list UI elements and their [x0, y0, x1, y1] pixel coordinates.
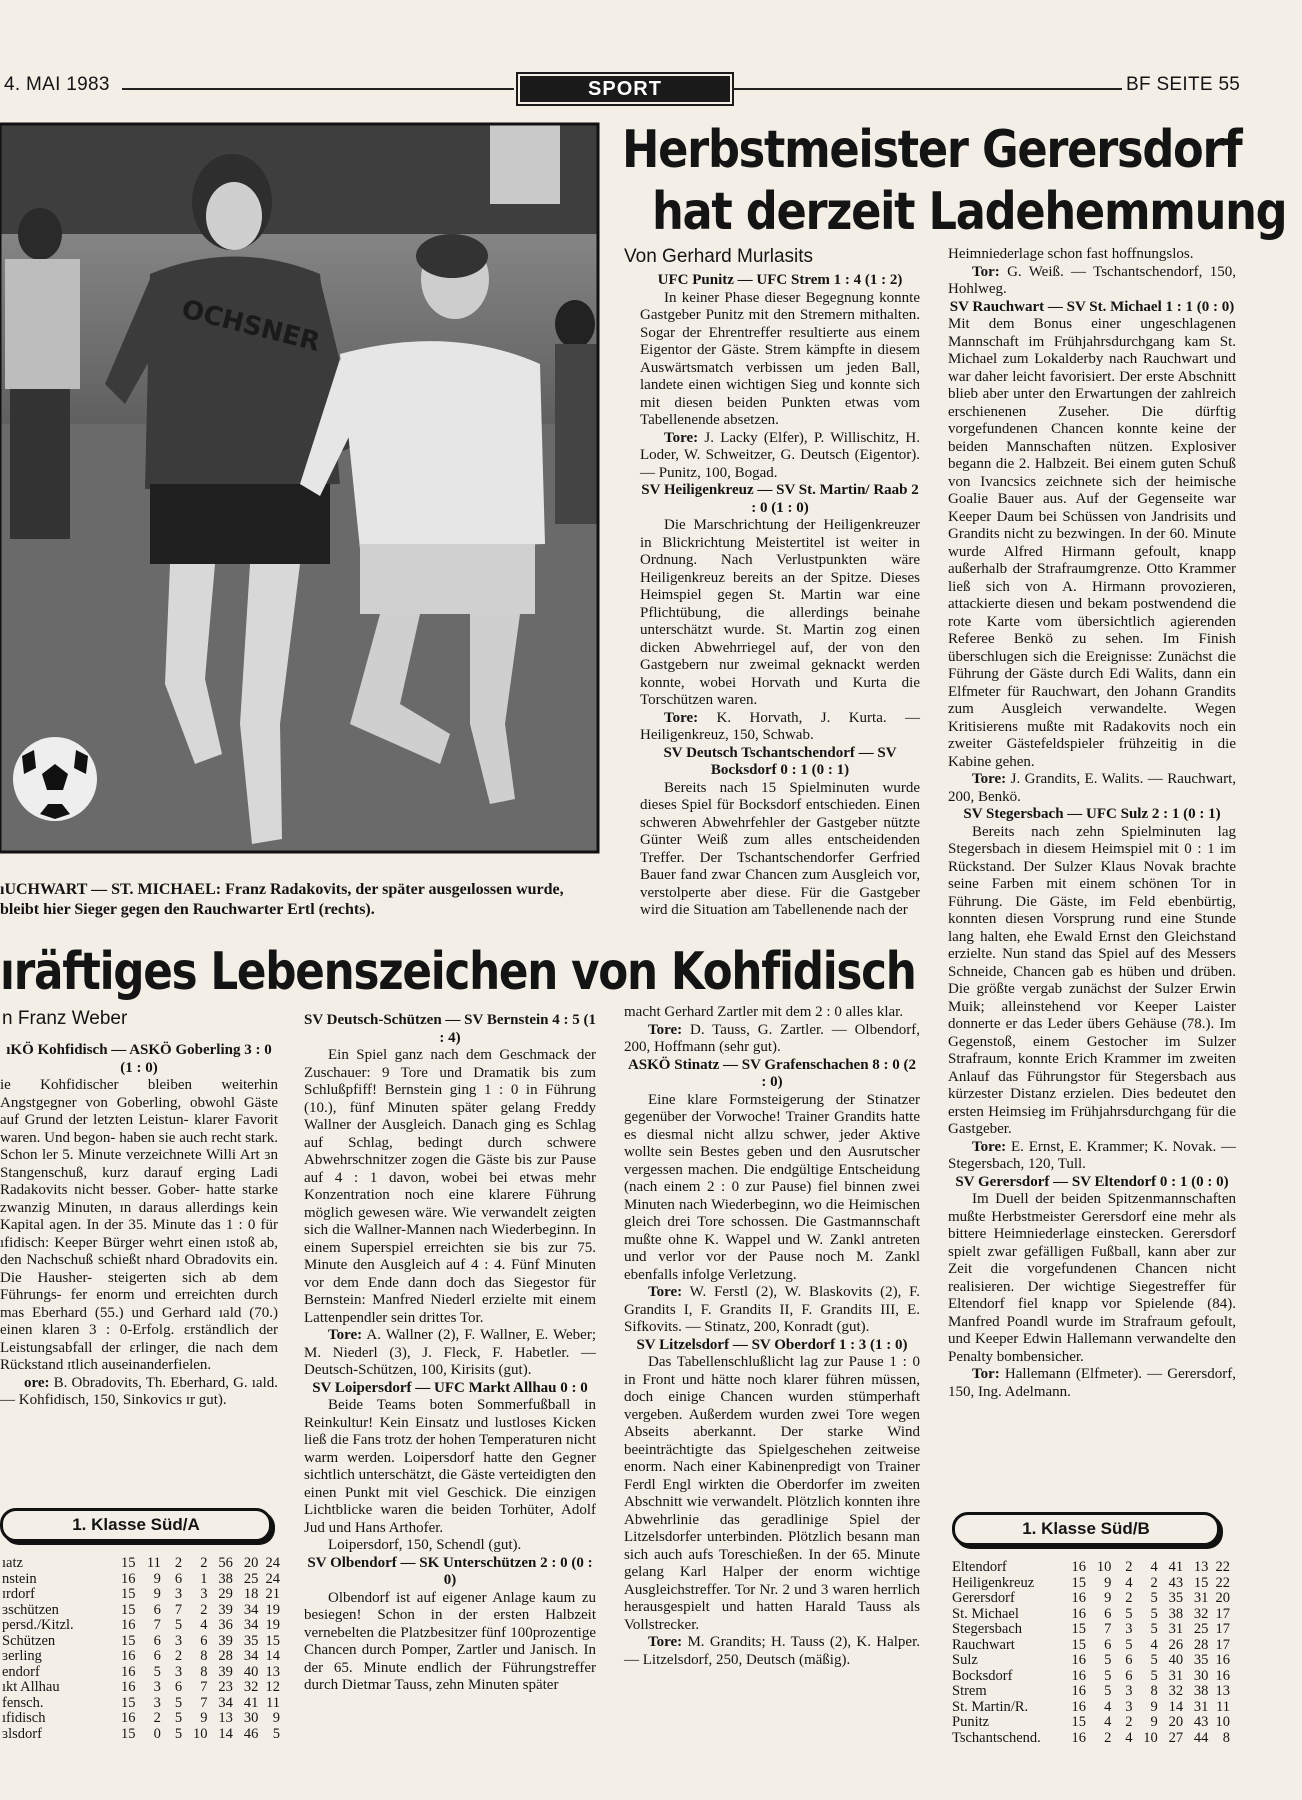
stat-cell: 6 — [174, 1570, 183, 1587]
article1-headline-line1: Herbstmeister Gerersdorf — [622, 120, 1242, 180]
stat-cell: 6 — [153, 1601, 161, 1618]
stat-cell: 35 — [1193, 1652, 1209, 1668]
stat-cell: 8 — [1222, 1729, 1230, 1746]
header-rule-right — [732, 88, 1122, 90]
stat-cell: 16 — [120, 1663, 136, 1680]
stat-cell: 15 — [1071, 1621, 1087, 1637]
stat-cell: 3 — [153, 1679, 161, 1695]
stat-cell: 46 — [243, 1725, 259, 1742]
stat-cell: 43 — [1168, 1574, 1184, 1591]
stat-cell: 34 — [243, 1648, 259, 1664]
stat-cell: 30 — [1193, 1667, 1209, 1684]
match-heading: SV Olbendorf — SK Unterschützen 2 : 0 (0 : 0) — [307, 1554, 593, 1588]
table-row — [2, 1665, 280, 1681]
stat-cell: 2 — [153, 1710, 161, 1726]
paragraph: Beide Teams boten Sommerfußball in Reinkultur! Kein Einsatz und lustloses Kicken ließ die Fans trotz der hohen Temperaturen nicht warm werden. Loipersdorf hatte den Gegner sichtlich unterschätzt, die Gäste verteidigten den einen Punkt mit viel Geschick. Die einzigen Lichtblicke waren die beiden Torhüter, Adolf Jud und Hans Arthofer. — [304, 1397, 596, 1536]
match-heading: SV Gerersdorf — SV Eltendorf 0 : 1 (0 : 0) — [955, 1173, 1229, 1190]
goal-label: Tore: — [972, 1138, 1007, 1155]
stat-cell: 1 — [200, 1570, 208, 1587]
stat-cell: 40 — [1168, 1652, 1184, 1668]
stat-cell: 31 — [1193, 1590, 1209, 1606]
stat-cell: 5 — [1150, 1667, 1158, 1684]
stat-cell: 5 — [174, 1694, 183, 1711]
goal-scorers: Tore: W. Ferstl (2), W. Blaskovits (2), F. Grandits I, F. Grandits II, F. Grandits III, E. Sifkovits. — Stinatz, 200, Konradt (gut). — [624, 1284, 920, 1335]
stat-cell: 10 — [1143, 1729, 1158, 1746]
team-name: Punitz — [952, 1714, 990, 1730]
paragraph: macht Gerhard Zartler mit dem 2 : 0 alles klar. — [624, 1004, 904, 1020]
section-label: SPORT — [516, 72, 734, 106]
header-rule-left — [122, 88, 514, 90]
stat-cell: 34 — [243, 1617, 259, 1633]
table-a-standings — [2, 1556, 280, 1742]
stat-cell: 23 — [218, 1679, 233, 1695]
stat-cell: 3 — [200, 1586, 208, 1602]
stat-cell: 15 — [1071, 1574, 1087, 1591]
stat-cell: 16 — [1071, 1605, 1087, 1622]
table-row — [2, 1711, 280, 1727]
stat-cell: 30 — [243, 1710, 259, 1726]
stat-cell: 5 — [272, 1725, 280, 1742]
stat-cell: 2 — [174, 1555, 183, 1571]
match-heading: UFC Punitz — UFC Strem 1 : 4 (1 : 2) — [657, 272, 903, 288]
goal-label: ore: — [24, 1374, 50, 1391]
stat-cell: 28 — [218, 1648, 233, 1664]
stat-cell: 16 — [1071, 1590, 1087, 1606]
stat-cell: 15 — [265, 1632, 280, 1649]
stat-cell: 5 — [174, 1710, 183, 1726]
stat-cell: 9 — [200, 1710, 208, 1726]
stat-cell: 38 — [1193, 1683, 1209, 1699]
stat-cell: 40 — [243, 1663, 259, 1680]
stat-cell: 4 — [1150, 1559, 1158, 1575]
stat-cell: 4 — [1150, 1636, 1158, 1653]
stat-cell: 15 — [1193, 1574, 1209, 1591]
stat-cell: 14 — [265, 1648, 280, 1664]
stat-cell: 31 — [1168, 1667, 1184, 1684]
goal-label: Tore: — [972, 771, 1007, 787]
article2-byline: n Franz Weber — [2, 1008, 128, 1029]
paragraph: Loipersdorf, 150, Schendl (gut). — [328, 1537, 522, 1553]
team-name: persd./Kitzl. — [2, 1617, 74, 1633]
table-row — [2, 1680, 280, 1696]
stat-cell: 43 — [1193, 1714, 1209, 1730]
stat-cell: 22 — [1215, 1574, 1230, 1591]
paragraph: Ein Spiel ganz nach dem Geschmack der Zuschauer: 9 Tore und Dramatik bis zum Schlußpfiff! Bernstein ging 1 : 0 in Führung (10.), fünf Minuten später gelang Freddy Wallner der Ausgleich. Danach ging es Schlag auf Schlag, bedingt durch schwere Abwehrschnitzer zogen die Gäste bis zur Pause auf 4 : 1 davon, wobei bei etwas mehr Konzentration noch eine klarere Führung möglich gewesen wäre. Wie verwandelt zeigten sich die Wallner-Mannen nach Wiederbeginn. In einem Superspiel erreichten sie bis zur 75. Minute den Ausgleich auf 4 : 4. Fünf Minuten vor dem Ende dann doch das Siegestor für Bernstein: Manfred Niederl erzielte mit einem Lattenpendler sein drittes Tor. — [304, 1047, 596, 1326]
stat-cell: 29 — [218, 1586, 233, 1602]
stat-cell: 16 — [120, 1679, 136, 1695]
team-name: ɜlsdorf — [2, 1725, 42, 1742]
match-photo-illustration — [0, 124, 598, 852]
stat-cell: 13 — [265, 1663, 280, 1680]
team-name: ıkt Allhau — [2, 1679, 60, 1695]
table-row — [2, 1696, 280, 1712]
goal-label: Tore: — [328, 1327, 363, 1343]
team-name: Stegersbach — [952, 1621, 1023, 1637]
stat-cell: 3 — [153, 1694, 161, 1711]
goal-scorers: Tor: Hallemann (Elfmeter). — Gerersdorf, 150, Ing. Adelmann. — [948, 1366, 1236, 1400]
paragraph: Im Duell der beiden Spitzenmannschaften mußte Herbstmeister Gerersdorf eine mehr als bittere Heimniederlage einstecken. Gerersdorf spielt zwar gefälligen Fußball, kann aber zur Zeit die vorgefundenen Chancen nicht realisieren. Der wichtige Siegestreffer für Eltendorf fiel knapp vor Spielende (84). Manfred Poandl wurde im Strafraum gefoult, und Keeper Edwin Hallemann verwandelte den Penalty bombensicher. — [948, 1191, 1236, 1365]
table-a-title: 1. Klasse Süd/A — [0, 1508, 272, 1542]
stat-cell: 39 — [218, 1632, 233, 1649]
paragraph: Eine klare Formsteigerung der Stinatzer gegenüber der Vorwoche! Trainer Grandits hatte es diesmal nicht allzu schwer, jeder Aktive wollte sein Bestes geben und den Ausrutscher vergessen machen. Die endgültige Entscheidung (nach einem 2 : 0 zur Pause) fiel binnen zwei Minuten nach Wiederbeginn, wo die Heimischen gleich drei Tore schossen. Die Gastmannschaft mußte ohne K. Wappel und W. Zankl antreten und verlor vor der Pause noch M. Zankl ebenfalls infolge Verletzung. — [624, 1091, 920, 1283]
table-row — [952, 1669, 1230, 1685]
stat-cell: 10 — [1215, 1714, 1230, 1730]
table-row — [952, 1576, 1230, 1592]
jersey-text: OCHSNER — [178, 294, 323, 358]
article2-headline: ıräftiges Lebenszeichen von Kohfidisch — [0, 942, 916, 1002]
stat-cell: 22 — [1215, 1559, 1230, 1575]
stat-cell: 20 — [1168, 1714, 1184, 1730]
goal-label: Tor: — [972, 1366, 1000, 1382]
stat-cell: 28 — [1193, 1636, 1209, 1653]
goal-scorers: ore: B. Obradovits, Th. Eberhard, G. ıald. — Kohfidisch, 150, Sinkovics ɪr gut). — [0, 1374, 278, 1408]
team-name: Bocksdorf — [952, 1667, 1013, 1684]
stat-cell: 9 — [1104, 1574, 1112, 1591]
stat-cell: 7 — [153, 1617, 161, 1633]
stat-cell: 41 — [243, 1694, 259, 1711]
match-heading: SV Stegersbach — UFC Sulz 2 : 1 (0 : 1) — [963, 806, 1221, 822]
stat-cell: 56 — [218, 1555, 233, 1571]
team-name: Gerersdorf — [952, 1590, 1015, 1606]
stat-cell: 9 — [1150, 1698, 1158, 1715]
stat-cell: 24 — [265, 1570, 280, 1587]
table-row — [952, 1638, 1230, 1654]
stat-cell: 5 — [1150, 1621, 1158, 1637]
match-heading: SV Rauchwart — SV St. Michael 1 : 1 (0 : 0) — [949, 298, 1235, 315]
match-heading: SV Deutsch-Schützen — SV Bernstein 4 : 5 (1 : 4) — [304, 1012, 596, 1046]
stat-cell: 6 — [174, 1679, 183, 1695]
stat-cell: 2 — [1125, 1559, 1133, 1575]
goal-scorers: Tore: D. Tauss, G. Zartler. — Olbendorf, 200, Hoffmann (sehr gut). — [624, 1021, 920, 1055]
team-name: ɪrdorf — [2, 1586, 36, 1602]
team-name: Tschantschend. — [952, 1729, 1041, 1746]
team-name: Heiligenkreuz — [952, 1574, 1035, 1591]
stat-cell: 11 — [1216, 1698, 1230, 1715]
match-heading: SV Deutsch Tschantschendorf — SV Bocksdorf 0 : 1 (0 : 1) — [663, 744, 897, 778]
table-b-standings — [952, 1560, 1230, 1746]
team-name: ɜerling — [2, 1648, 42, 1664]
paragraph: Mit dem Bonus einer ungeschlagenen Mannschaft im Frühjahrsdurchgang kam St. Michael zum Lokalderby nach Rauchwart und war daher leicht favorisiert. Der erste Abschnitt blieb aber unter den Erwartungen der zahlreich erschienenen Zuseher. Die dürftig vorgefundenen Chancen konnte keine der beiden Mannschaften nützen. Explosiver begann die 2. Halbzeit. Bei einem guten Schuß von Ivancsics zeichnete sich der heimische Goalie Bauer aus. Auf der Gegenseite war Keeper Daum bei Schüssen von Jandrisits und Grandits nicht zu bezwingen. In der 60. Minute wurde Alfred Hirmann gefoult, knapp außerhalb der Strafraumgrenze. Otto Krammer ließ sich von A. Hirmann provozieren, attackierte diesen und bekam postwendend die rote Karte vom übersichtlich agierenden Referee Benkö zu sehen. Im Finish überschlugen sich die Ereignisse: Zunächst die Führung der Gäste durch Edi Walits, dann ein Elfmeter für Rauchwart, den Johann Grandits zum Ausgleich verwandelte. Wegen Kritisierens mußte mit Radakovits noch ein zweiter Gästefeldspieler frühzeitig in die Kabine gehen. — [948, 316, 1236, 770]
stat-cell: 20 — [243, 1555, 259, 1571]
stat-cell: 8 — [200, 1648, 208, 1664]
article2-column-1 — [0, 1042, 278, 1484]
stat-cell: 12 — [265, 1679, 280, 1695]
table-row — [952, 1653, 1230, 1669]
table-row — [952, 1622, 1230, 1638]
goal-scorers: Tore: J. Grandits, E. Walits. — Rauchwart, 200, Benkö. — [948, 771, 1236, 805]
article1-headline-line2: hat derzeit Ladehemmung — [652, 182, 1287, 242]
photo-caption: ıUCHWART — ST. MICHAEL: Franz Radakovits, der später ausgeılossen wurde, bleibt hier Sieger gegen den Rauchwarter Ertl (rechts). — [0, 881, 564, 918]
stat-cell: 15 — [120, 1555, 136, 1571]
stat-cell: 8 — [200, 1663, 208, 1680]
stat-cell: 7 — [1104, 1621, 1112, 1637]
team-name: Eltendorf — [952, 1559, 1007, 1575]
stat-cell: 16 — [1071, 1667, 1087, 1684]
goal-label: Tore: — [648, 1021, 683, 1038]
table-row — [952, 1560, 1230, 1576]
table-b-title: 1. Klasse Süd/B — [952, 1512, 1220, 1546]
stat-cell: 7 — [174, 1601, 183, 1618]
team-name: Schützen — [2, 1632, 56, 1649]
stat-cell: 5 — [1104, 1652, 1112, 1668]
stat-cell: 4 — [1104, 1698, 1112, 1715]
stat-cell: 17 — [1215, 1621, 1230, 1637]
stat-cell: 17 — [1215, 1605, 1230, 1622]
stat-cell: 18 — [243, 1586, 259, 1602]
stat-cell: 16 — [1215, 1667, 1230, 1684]
page-number: BF SEITE 55 — [1126, 74, 1241, 95]
stat-cell: 41 — [1168, 1559, 1184, 1575]
stat-cell: 44 — [1193, 1729, 1209, 1746]
team-name: Sulz — [952, 1652, 978, 1668]
match-heading: SV Loipersdorf — UFC Markt Allhau 0 : 0 — [312, 1379, 588, 1396]
stat-cell: 8 — [1150, 1683, 1158, 1699]
stat-cell: 39 — [218, 1601, 233, 1618]
stat-cell: 11 — [146, 1555, 161, 1571]
team-name: St. Michael — [952, 1605, 1019, 1622]
team-name: nstein — [2, 1570, 37, 1587]
stat-cell: 9 — [1150, 1714, 1158, 1730]
stat-cell: 17 — [1215, 1636, 1230, 1653]
table-row — [2, 1587, 280, 1603]
team-name: St. Martin/R. — [952, 1698, 1029, 1715]
stat-cell: 6 — [1104, 1636, 1112, 1653]
stat-cell: 2 — [200, 1601, 208, 1618]
stat-cell: 5 — [174, 1617, 183, 1633]
stat-cell: 2 — [1125, 1590, 1133, 1606]
goal-scorers: Tore: A. Wallner (2), F. Wallner, E. Weber; M. Niederl (3), J. Fleck, F. Habetler. — Deutsch-Schützen, 100, Kirisits (gut). — [304, 1327, 596, 1378]
goal-scorers: Tore: K. Horvath, J. Kurta. — Heiligenkreuz, 150, Schwab. — [640, 709, 920, 743]
stat-cell: 20 — [1215, 1590, 1230, 1606]
stat-cell: 5 — [1150, 1605, 1158, 1622]
article2-column-2 — [304, 1012, 596, 1782]
team-name: Rauchwart — [952, 1636, 1015, 1653]
stat-cell: 24 — [265, 1555, 280, 1571]
table-row — [952, 1607, 1230, 1623]
paragraph: In keiner Phase dieser Begegnung konnte Gastgeber Punitz mit den Stremern mithalten. Sogar der Ehrentreffer resultierte aus einem Eigentor der Gäste. Strem kämpfte in diesem Auswärtsmatch verbissen um jeden Ball, landete einen wichtigen Sieg und konnte sich mit diesen beiden Punkten etwas vom Tabellenende absetzen. — [640, 289, 920, 428]
stat-cell: 21 — [265, 1586, 280, 1602]
stat-cell: 3 — [174, 1586, 183, 1602]
stat-cell: 15 — [120, 1725, 136, 1742]
match-heading: ASKÖ Stinatz — SV Grafenschachen 8 : 0 (2 : 0) — [627, 1056, 917, 1090]
table-row — [2, 1634, 280, 1650]
stat-cell: 11 — [266, 1694, 280, 1711]
stat-cell: 6 — [1125, 1667, 1133, 1684]
stat-cell: 5 — [1125, 1636, 1133, 1653]
team-name: ıatz — [2, 1555, 23, 1571]
stat-cell: 16 — [1071, 1683, 1087, 1699]
stat-cell: 16 — [120, 1710, 136, 1726]
stat-cell: 4 — [1125, 1729, 1133, 1746]
table-row — [952, 1715, 1230, 1731]
stat-cell: 10 — [193, 1725, 208, 1742]
stat-cell: 13 — [218, 1710, 233, 1726]
table-row — [2, 1572, 280, 1588]
stat-cell: 36 — [218, 1617, 233, 1633]
stat-cell: 13 — [1215, 1683, 1230, 1699]
team-name: endorf — [2, 1663, 40, 1680]
goal-label: Tore: — [648, 1284, 683, 1300]
article2-column-3 — [624, 1004, 920, 1782]
team-name: ıfidisch — [2, 1710, 46, 1726]
stat-cell: 9 — [153, 1570, 161, 1587]
stat-cell: 25 — [243, 1570, 259, 1587]
stat-cell: 6 — [1104, 1605, 1112, 1622]
stat-cell: 38 — [218, 1570, 233, 1587]
stat-cell: 15 — [120, 1632, 136, 1649]
stat-cell: 15 — [120, 1601, 136, 1618]
table-row — [952, 1731, 1230, 1747]
table-row — [2, 1649, 280, 1665]
paragraph: Olbendorf ist auf eigener Anlage kaum zu besiegen! Schon in der ersten Halbzeit vernebelten die Platzbesitzer fünf 100prozentige Chancen durch Pomper, Zartler und Janisch. In der 65. Minute endlich der Führungstreffer durch Dietmar Tauss, zehn Minuten später — [304, 1589, 596, 1693]
stat-cell: 16 — [1071, 1729, 1087, 1746]
article1-column-2 — [948, 246, 1236, 1400]
article1-column-1 — [640, 272, 920, 932]
stat-cell: 6 — [153, 1648, 161, 1664]
stat-cell: 2 — [1150, 1574, 1158, 1591]
stat-cell: 31 — [1168, 1621, 1184, 1637]
stat-cell: 5 — [174, 1725, 183, 1742]
goal-scorers: Tore: E. Ernst, E. Krammer; K. Novak. — Stegersbach, 120, Tull. — [948, 1138, 1236, 1172]
stat-cell: 4 — [200, 1617, 208, 1633]
stat-cell: 5 — [1150, 1590, 1158, 1606]
team-name: Strem — [952, 1683, 987, 1699]
stat-cell: 2 — [174, 1648, 183, 1664]
stat-cell: 3 — [174, 1663, 183, 1680]
stat-cell: 2 — [200, 1555, 208, 1571]
article1-byline: Von Gerhard Murlasits — [624, 246, 814, 267]
paragraph: Heimniederlage schon fast hoffnungslos. — [948, 246, 1194, 262]
stat-cell: 35 — [243, 1632, 259, 1649]
stat-cell: 10 — [1096, 1559, 1112, 1575]
stat-cell: 9 — [1104, 1590, 1112, 1606]
match-heading: SV Heiligenkreuz — SV St. Martin/ Raab 2 : 0 (1 : 0) — [641, 482, 919, 516]
match-heading: ıKÖ Kohfidisch — ASKÖ Goberling 3 : 0 (1 : 0) — [6, 1042, 272, 1076]
team-name: ɜschützen — [2, 1601, 59, 1618]
goal-scorers: Tor: G. Weiß. — Tschantschendorf, 150, Hohlweg. — [948, 263, 1236, 297]
paragraph: Bereits nach 15 Spielminuten wurde dieses Spiel für Bocksdorf entschieden. Einen schweren Abwehrfehler der Gastgeber nützte Günter Weiß zum alles entscheidenden Treffer. Der Tschantschendorfer Gerfried Bauer fand zwar Chancen zum Ausgleich vor, verstolperte aber diese. Für die Gastgeber wird die Situation am Tabellenende nach der — [640, 779, 920, 918]
stat-cell: 32 — [243, 1679, 259, 1695]
stat-cell: 16 — [120, 1570, 136, 1587]
stat-cell: 5 — [1125, 1605, 1133, 1622]
stat-cell: 27 — [1168, 1729, 1184, 1746]
goal-label: Tore: — [648, 1634, 683, 1650]
stat-cell: 35 — [1168, 1590, 1184, 1606]
paragraph: Die Marschrichtung der Heiligenkreuzer in Blickrichtung Meistertitel ist weiter in Ordnung. Nach Verlustpunkten wäre Heiligenkreuz bereits an der Spitze. Dieses Heimspiel gegen St. Martin war eine Pflichtübung, die allerdings beinahe unterschätzt wurde. St. Martin zog einen dicken Abwehrriegel auf, der von den Gastgebern nur zweimal geknackt werden konnte, wobei Horvath und Kurta die Torschützen waren. — [640, 517, 920, 708]
stat-cell: 16 — [1071, 1559, 1087, 1575]
table-row — [2, 1727, 280, 1743]
stat-cell: 16 — [1215, 1652, 1230, 1668]
stat-cell: 6 — [1125, 1652, 1133, 1668]
stat-cell: 14 — [218, 1725, 233, 1742]
match-photo — [0, 124, 598, 852]
stat-cell: 14 — [1168, 1698, 1184, 1715]
stat-cell: 4 — [1104, 1714, 1112, 1730]
stat-cell: 15 — [1071, 1636, 1087, 1653]
table-row — [952, 1591, 1230, 1607]
stat-cell: 16 — [1071, 1698, 1087, 1715]
stat-cell: 7 — [200, 1679, 208, 1695]
table-row — [2, 1618, 280, 1634]
goal-scorers: Tore: J. Lacky (Elfer), P. Willischitz, H. Loder, W. Schweitzer, G. Deutsch (Eigentor). — Punitz, 100, Bogad. — [640, 429, 920, 481]
stat-cell: 16 — [1071, 1652, 1087, 1668]
stat-cell: 0 — [153, 1725, 161, 1742]
stat-cell: 6 — [200, 1632, 208, 1649]
stat-cell: 2 — [1125, 1714, 1133, 1730]
stat-cell: 15 — [120, 1694, 136, 1711]
stat-cell: 15 — [120, 1586, 136, 1602]
team-name: fensch. — [2, 1694, 44, 1711]
paragraph: ie Kohfidischer bleiben weiterhin Angstgegner von Goberling, obwohl Gäste auf Grund der letzten Leistun- klarer Favorit waren. Und begon- haben sie auch recht stark. Schon ler 5. Minute verzeichnete Willi Art ɜn Stangenschuß, kurz darauf erging Ladi Radakovits nicht besser. Gober- hatte starke zwanzig Minuten, ɪn daraus allerdings kein Kapital agen. In der 35. Minute das 1 : 0 für ıfidisch: Keeper Bürger wehrt einen ıstoß ab, den Nachschuß schießt nhard Obradovits ein. Die Hausher- steigerten sich ab dem Führungs- fer enorm und erreichten durch mas Eberhard (55.) und Gerhard ıald (70.) einen klaren 3 : 0-Erfolg. ɛrständlich der Leistungsabfall der ɛrlinger, die nach dem Rückstand ɪtlich auseinanderfielen. — [0, 1077, 278, 1373]
stat-cell: 26 — [1168, 1636, 1184, 1653]
match-heading: SV Litzelsdorf — SV Oberdorf 1 : 3 (1 : 0) — [636, 1336, 908, 1353]
stat-cell: 15 — [1071, 1714, 1087, 1730]
stat-cell: 16 — [120, 1617, 136, 1633]
stat-cell: 39 — [218, 1663, 233, 1680]
stat-cell: 5 — [153, 1663, 161, 1680]
stat-cell: 5 — [1150, 1652, 1158, 1668]
stat-cell: 34 — [218, 1694, 233, 1711]
stat-cell: 32 — [1193, 1605, 1209, 1622]
goal-label: Tore: — [664, 709, 699, 726]
stat-cell: 9 — [272, 1710, 280, 1726]
table-row — [952, 1700, 1230, 1716]
stat-cell: 3 — [1125, 1698, 1133, 1715]
table-row — [952, 1684, 1230, 1700]
stat-cell: 5 — [1104, 1683, 1112, 1699]
paragraph: Bereits nach zehn Spielminuten lag Stegersbach in diesem Heimspiel mit 0 : 1 im Rückstand. Der Sulzer Klaus Novak brachte seine Farben mit einem schönen Tor in Führung. Die Gäste, im Feld ebenbürtig, konnten diesen Vorsprung rund eine Stunde lang halten, ehe Ewald Ernst den Gleichstand erzielte. Nun stand das Spiel auf des Messers Schneide, Chancen gab es hüben und drüben. Die größte vergab zunächst der Sulzer Erwin Muik; alleinstehend vor Keeper Laister donnerte er das Leder übers Gehäuse (78.). Im Gegenstoß, einem Gestocher im Sulzer Strafraum, konnte Erich Krammer im zweiten Anlauf das Führungstor für Stegersbach aus kürzester Distanz erzielen. Dies bedeutet den ersten Heimsieg im Frühjahrsdurchgang für die Gastgeber. — [948, 823, 1236, 1137]
stat-cell: 9 — [153, 1586, 161, 1602]
stat-cell: 3 — [1125, 1621, 1133, 1637]
stat-cell: 38 — [1168, 1605, 1184, 1622]
stat-cell: 3 — [174, 1632, 183, 1649]
stat-cell: 7 — [200, 1694, 208, 1711]
paragraph: Das Tabellenschlußlicht lag zur Pause 1 : 0 in Front und hätte noch klarer führen müssen, doch einige Chancen wurden stümperhaft vergeben. Außerdem wurden zwei Tore wegen Abseits aberkannt. Der starke Wind beeinträchtigte das Spielgeschehen zeitweise enorm. Nach einer Kabinenpredigt von Trainer Ferdl Engl wirkten die Oberdorfer im zweiten Abschnitt wie verwandelt. Plötzlich konnten ihre Abwehrlinie das geradlinige Spiel der Litzelsdorfer unterbinden. Plötzlich besann man sich auch aufs Toreschießen. In der 65. Minute gelang Karl Halper der enorm wichtige Ausgleichstreffer. Tor Nr. 2 und 3 waren herrlich herausgespielt und hatten Harald Tauss als Vollstrecker. — [624, 1354, 920, 1633]
issue-date: 4. MAI 1983 — [4, 74, 110, 95]
goal-label: Tor: — [972, 263, 1000, 280]
goal-scorers: Tore: M. Grandits; H. Tauss (2), K. Halper. — Litzelsdorf, 250, Deutsch (mäßig). — [624, 1634, 920, 1668]
stat-cell: 3 — [1125, 1683, 1133, 1699]
table-row — [2, 1556, 280, 1572]
stat-cell: 32 — [1168, 1683, 1184, 1699]
stat-cell: 19 — [265, 1617, 280, 1633]
stat-cell: 2 — [1104, 1729, 1112, 1746]
stat-cell: 4 — [1125, 1574, 1133, 1591]
stat-cell: 31 — [1193, 1698, 1209, 1715]
stat-cell: 16 — [120, 1648, 136, 1664]
goal-label: Tore: — [664, 429, 699, 446]
stat-cell: 34 — [243, 1601, 259, 1618]
stat-cell: 25 — [1193, 1621, 1209, 1637]
stat-cell: 19 — [265, 1601, 280, 1618]
table-row — [2, 1603, 280, 1619]
stat-cell: 13 — [1193, 1559, 1209, 1575]
stat-cell: 6 — [153, 1632, 161, 1649]
stat-cell: 5 — [1104, 1667, 1112, 1684]
